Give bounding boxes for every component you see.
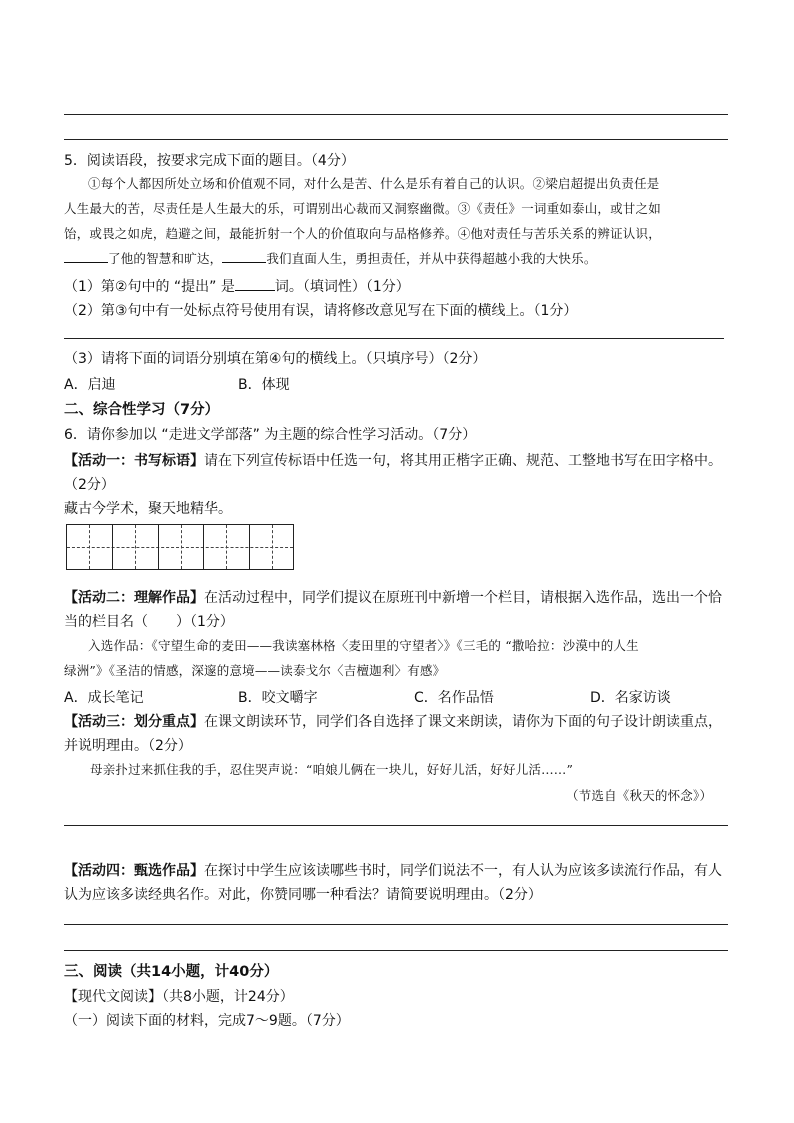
passage-line: ①每个人都因所处立场和价值观不同，对什么是苦、什么是乐有着自己的认识。②梁启超提出负责任是 bbox=[88, 176, 660, 191]
section-heading: 二、综合性学习（7分） bbox=[64, 402, 220, 418]
activity-text: 在课文朗读环节，同学们各自选择了课文来朗读，请你为下面的句子设计朗读重点， bbox=[204, 714, 722, 730]
activity-tag: 【活动三：划分重点】 bbox=[64, 714, 204, 730]
activity-2 bbox=[64, 587, 722, 607]
activity-text: 请在下列宣传标语中任选一句，将其用正楷字正确、规范、工整地书写在田字格中。 bbox=[204, 453, 722, 469]
works-list: 绿洲”》《圣洁的情感，深邃的意境——读泰戈尔〈吉檀迦利〉有感》 bbox=[64, 663, 446, 678]
activity-tag: 【活动二：理解作品】 bbox=[64, 590, 204, 606]
choice-c: C．名作品悟 bbox=[414, 690, 494, 706]
activity-text: 在活动过程中，同学们提议在原班刊中新增一个栏目，请根据入选作品，选出一个恰 bbox=[204, 590, 722, 606]
sub-question-text: （1）第②句中的 “提出” 是 bbox=[64, 279, 235, 295]
passage-text: 了他的智慧和旷达， bbox=[108, 251, 223, 266]
choice-d: D．名家访谈 bbox=[590, 690, 671, 706]
passage-text: 我们直面人生，勇担责任，并从中获得超越小我的大快乐。 bbox=[266, 251, 597, 266]
activity-2-line2: 当的栏目名（ ）（1分） bbox=[64, 614, 234, 630]
activity-4-line2: 认为应该多读经典名作。对此，你赞同哪一种看法？请简要说明理由。（2分） bbox=[64, 887, 542, 903]
option-a: A．启迪 bbox=[64, 377, 116, 393]
activity-3 bbox=[64, 711, 722, 731]
fill-blank[interactable] bbox=[64, 262, 108, 263]
choice-a: A．成长笔记 bbox=[64, 690, 144, 706]
sub-question-1 bbox=[64, 276, 410, 296]
answer-line bbox=[64, 139, 728, 140]
fill-blank[interactable] bbox=[235, 290, 275, 291]
sub-question-text: 词。（填词性）（1分） bbox=[274, 279, 410, 295]
tianzige-grid[interactable] bbox=[66, 524, 294, 570]
sub-question-2: （2）第③句中有一处标点符号使用有误，请将修改意见写在下面的横线上。（1分） bbox=[64, 303, 578, 319]
answer-line bbox=[64, 338, 724, 339]
passage-line bbox=[64, 249, 597, 267]
question-5-title: 5．阅读语段，按要求完成下面的题目。（4分） bbox=[64, 153, 355, 169]
choice-b: B．咬文嚼字 bbox=[238, 690, 318, 706]
activity-tag: 【活动四：甄选作品】 bbox=[64, 863, 204, 879]
quote: 母亲扑过来抓住我的手，忍住哭声说：“咱娘儿俩在一块儿，好好儿活，好好儿活……” bbox=[90, 762, 574, 777]
slogan: 藏古今学术，聚天地精华。 bbox=[64, 501, 232, 517]
question-6-title: 6．请你参加以 “走进文学部落” 为主题的综合性学习活动。（7分） bbox=[64, 427, 477, 443]
fill-blank[interactable] bbox=[222, 262, 266, 263]
part-1-heading: （一）阅读下面的材料，完成7～9题。（7分） bbox=[64, 1013, 350, 1029]
activity-1 bbox=[64, 450, 722, 470]
answer-line bbox=[64, 924, 728, 925]
quote-source: （节选自《秋天的怀念》） bbox=[566, 788, 713, 803]
modern-reading-heading: 【现代文阅读】（共8小题，计24分） bbox=[64, 989, 294, 1005]
section-heading: 三、阅读（共14小题，计40分） bbox=[64, 964, 279, 980]
activity-1-score: （2分） bbox=[64, 477, 115, 493]
answer-line bbox=[64, 950, 728, 951]
sub-question-3: （3）请将下面的词语分别填在第④句的横线上。（只填序号）（2分） bbox=[64, 351, 487, 367]
passage-line: 饴，或畏之如虎，趋避之间，最能折射一个人的价值取向与品格修养。④他对责任与苦乐关系的辨证认识， bbox=[64, 226, 661, 241]
activity-tag: 【活动一：书写标语】 bbox=[64, 453, 204, 469]
activity-text: 在探讨中学生应该读哪些书时，同学们说法不一，有人认为应该多读流行作品，有人 bbox=[204, 863, 722, 879]
works-list: 入选作品：《守望生命的麦田——我读塞林格〈麦田里的守望者〉》《三毛的 “撒哈拉：沙漠中的人生 bbox=[88, 638, 639, 653]
activity-3-line2: 并说明理由。（2分） bbox=[64, 738, 192, 754]
option-b: B．体现 bbox=[238, 377, 290, 393]
answer-line bbox=[64, 114, 728, 115]
passage-line: 人生最大的苦，尽责任是人生最大的乐，可谓别出心裁而又洞察幽微。③《责任》一词重如泰山，或甘之如 bbox=[64, 201, 661, 216]
answer-line bbox=[64, 825, 728, 826]
activity-4 bbox=[64, 860, 722, 880]
